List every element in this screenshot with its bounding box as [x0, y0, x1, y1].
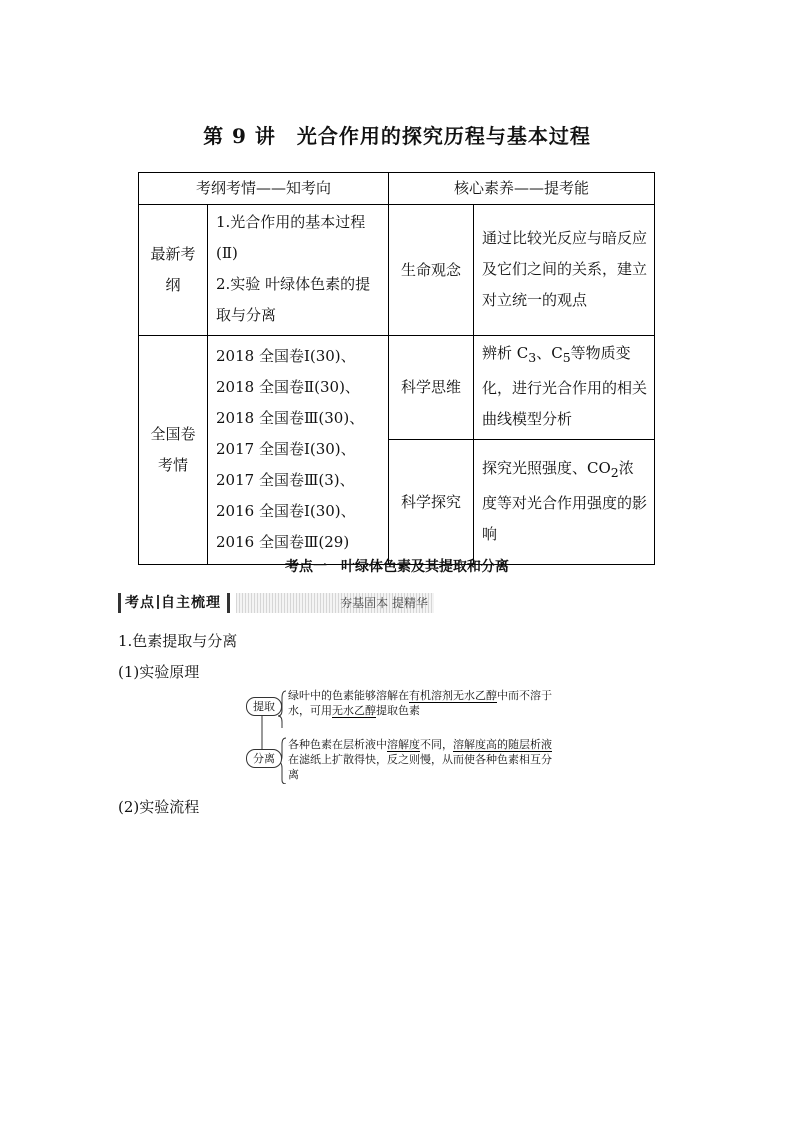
node-extraction: 提取 [246, 697, 282, 716]
exam-list [208, 336, 389, 565]
exam-item: 2016 全国卷Ⅲ(29) [216, 532, 350, 551]
subheading-principle: (1)实验原理 [118, 663, 200, 681]
row-label-national-exam: 全国卷考情 [139, 336, 208, 565]
exam-item: 2018 全国卷Ⅲ(30)、 [216, 408, 365, 427]
row-label-latest-outline: 最新考纲 [139, 205, 208, 336]
exam-item: 2017 全国卷Ⅲ(3)、 [216, 470, 355, 489]
overview-table [138, 172, 655, 565]
separation-text: 各种色素在层析液中溶解度不同，溶解度高的随层析液在滤纸上扩散得快，反之则慢，从而使各种色素相互分离 [288, 738, 552, 781]
banner-slogan: 夯基固本 提精华 [236, 593, 434, 613]
header-exam-outline: 考纲考情——知考向 [139, 173, 389, 205]
section-heading: 考点一 叶绿体色素及其提取和分离 [285, 559, 509, 575]
principle-diagram [240, 688, 560, 784]
extraction-text: 绿叶中的色素能够溶解在有机溶剂无水乙醇中而不溶于水，可用无水乙醇提取色素 [288, 689, 552, 717]
header-core-literacy: 核心素养——提考能 [389, 173, 655, 205]
node-separation: 分离 [246, 749, 282, 768]
section-banner [118, 593, 434, 613]
literacy-text-scientific-thinking: 辨析 $C_3$、$C_5$等物质变化，进行光合作用的相关曲线模型分析 [474, 336, 655, 440]
exam-item: 2018 全国卷Ⅱ(30)、 [216, 377, 360, 396]
banner-label: 考点 自主梳理 [118, 593, 230, 613]
literacy-text-life-concept: 通过比较光反应与暗反应及它们之间的关系，建立对立统一的观点 [474, 205, 655, 336]
literacy-label-life-concept: 生命观念 [389, 205, 474, 336]
subheading-procedure: (2)实验流程 [118, 798, 200, 816]
literacy-text-scientific-inquiry: 探究光照强度、$CO_2$浓度等对光合作用强度的影响 [474, 440, 655, 565]
literacy-label-scientific-inquiry: 科学探究 [389, 440, 474, 565]
literacy-label-scientific-thinking: 科学思维 [389, 336, 474, 440]
outline-content: 1.光合作用的基本过程(Ⅱ) 2.实验 叶绿体色素的提取与分离 [208, 205, 389, 336]
exam-item: 2016 全国卷Ⅰ(30)、 [216, 501, 356, 520]
exam-item: 2018 全国卷Ⅰ(30)、 [216, 346, 356, 365]
exam-item: 2017 全国卷Ⅰ(30)、 [216, 439, 356, 458]
page-title: 第 9 讲 光合作用的探究历程与基本过程 [203, 124, 591, 148]
subheading-pigment: 1.色素提取与分离 [118, 632, 238, 650]
